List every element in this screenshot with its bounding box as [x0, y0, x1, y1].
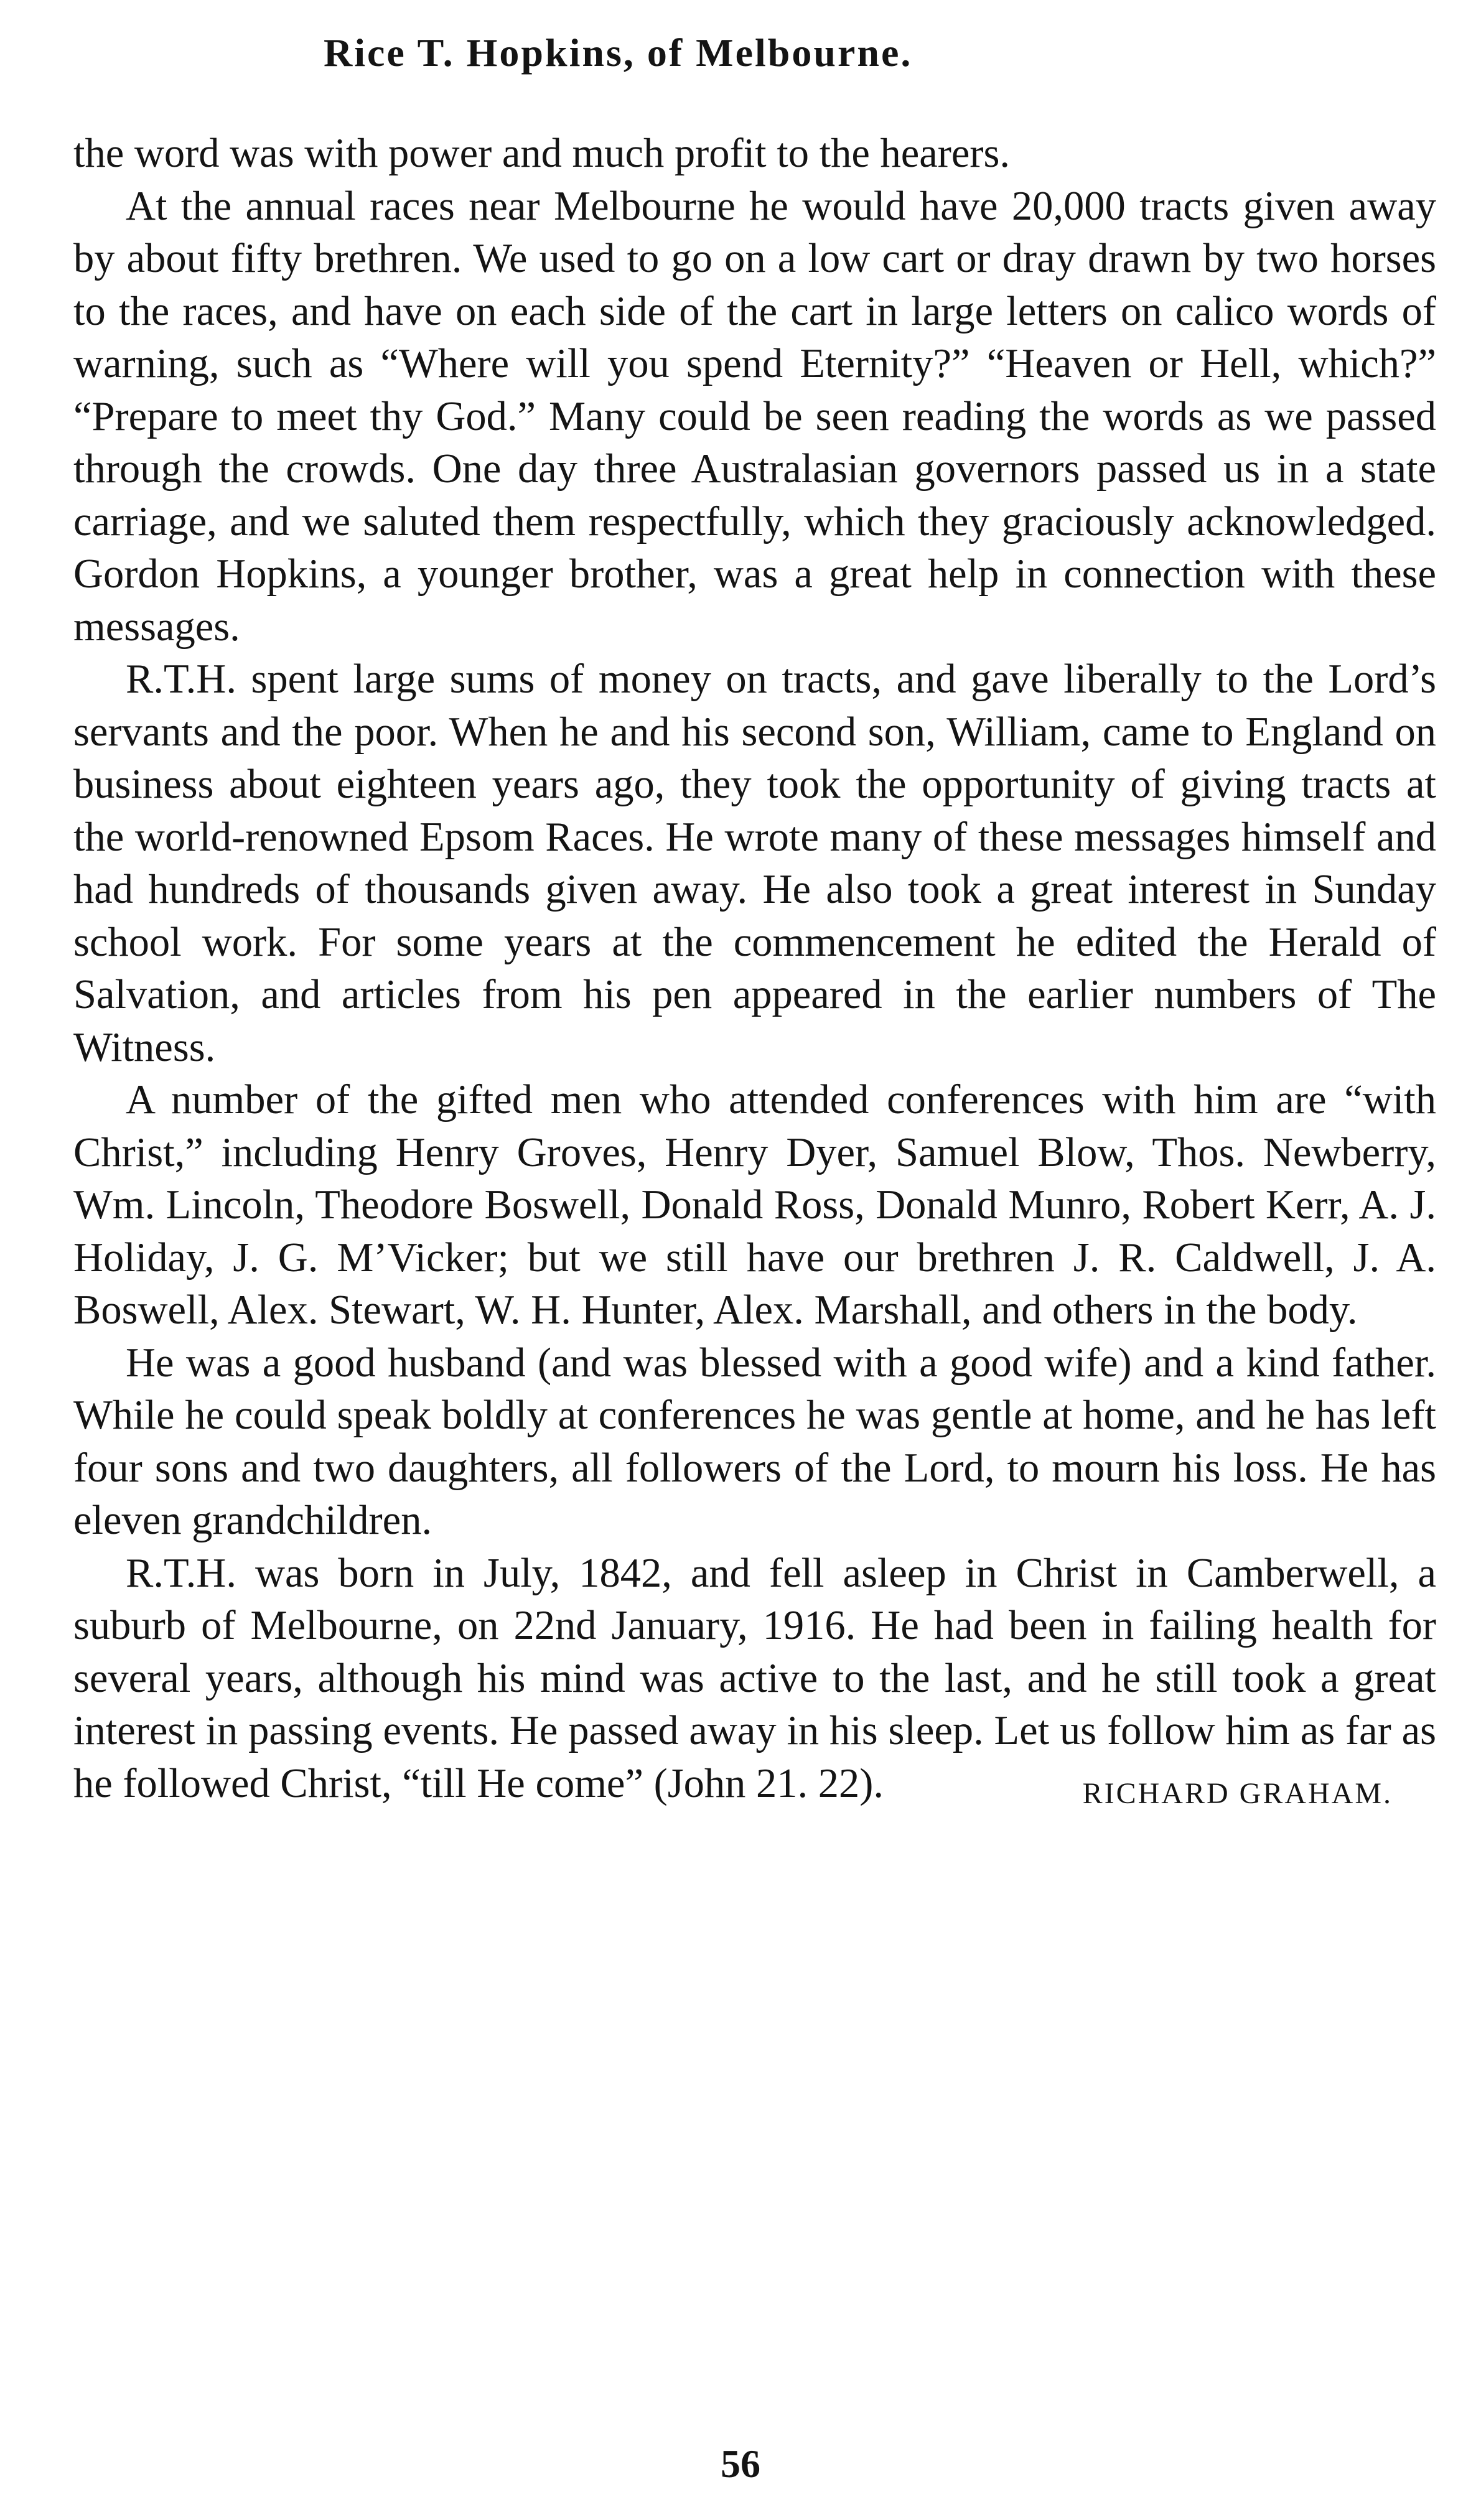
running-title: Rice T. Hopkins, of Melbourne. [324, 30, 913, 75]
paragraph-family: He was a good husband (and was blessed with a good wife) and a kind father. While he could speak boldly at conferences he was gentle at home, and he has left four sons and two daughters, all followers of the Lord, to mourn his loss. He has eleven grandchildren. [73, 1340, 1436, 1543]
paragraph-continuation: the word was with power and much profit to the hearers. [73, 131, 1011, 176]
paragraph-death-text: R.T.H. was born in July, 1842, and fell asleep in Christ in Camberwell, a suburb of Melbourne, on 22nd January, 1916. He had been in failing health for several years, although his mind was active to the last, and he still took a great interest in passing events. He passed away in his sleep. Let us follow him as far as he followed Christ, “till He come” (John 21. 22). [73, 1550, 1436, 1806]
paragraph-death [73, 1547, 1436, 1811]
paragraph-races-tracts: At the annual races near Melbourne he would have 20,000 tracts given away by about fifty brethren. We used to go on a low cart or dray drawn by two horses to the races, and have on each side of the cart in large letters on calico words of warning, such as “Where will you spend Eternity?” “Heaven or Hell, which?” “Prepare to meet thy God.” Many could be seen reading the words as we passed through the crowds. One day three Australasian governors passed us in a state carriage, and we saluted them respectfully, which they graciously acknowledged. Gordon Hopkins, a younger brother, was a great help in connection with these messages. [73, 183, 1436, 650]
page-number: 56 [721, 2442, 760, 2486]
body-text [73, 128, 1436, 1820]
author-signature: RICHARD GRAHAM. [1082, 1776, 1393, 1810]
paragraph-tract-spending: R.T.H. spent large sums of money on tracts, and gave liberally to the Lord’s servants and the poor. When he and his second son, William, came to England on business about eighteen years ago, they took the opportunity of giving tracts at the world-renowned Epsom Races. He wrote many of these messages himself and had hundreds of thousands given away. He also took a great interest in Sunday school work. For some years at the commencement he edited the Herald of Salvation, and articles from his pen appeared in the earlier numbers of The Witness. [73, 656, 1436, 1070]
paragraph-gifted-men: A number of the gifted men who attended conferences with him are “with Christ,” including Henry Groves, Henry Dyer, Samuel Blow, Thos. Newberry, Wm. Lincoln, Theodore Boswell, Donald Ross, Donald Munro, Robert Kerr, A. J. Holiday, J. G. M’Vicker; but we still have our brethren J. R. Caldwell, J. A. Boswell, Alex. Stewart, W. H. Hunter, Alex. Marshall, and others in the body. [73, 1077, 1436, 1333]
